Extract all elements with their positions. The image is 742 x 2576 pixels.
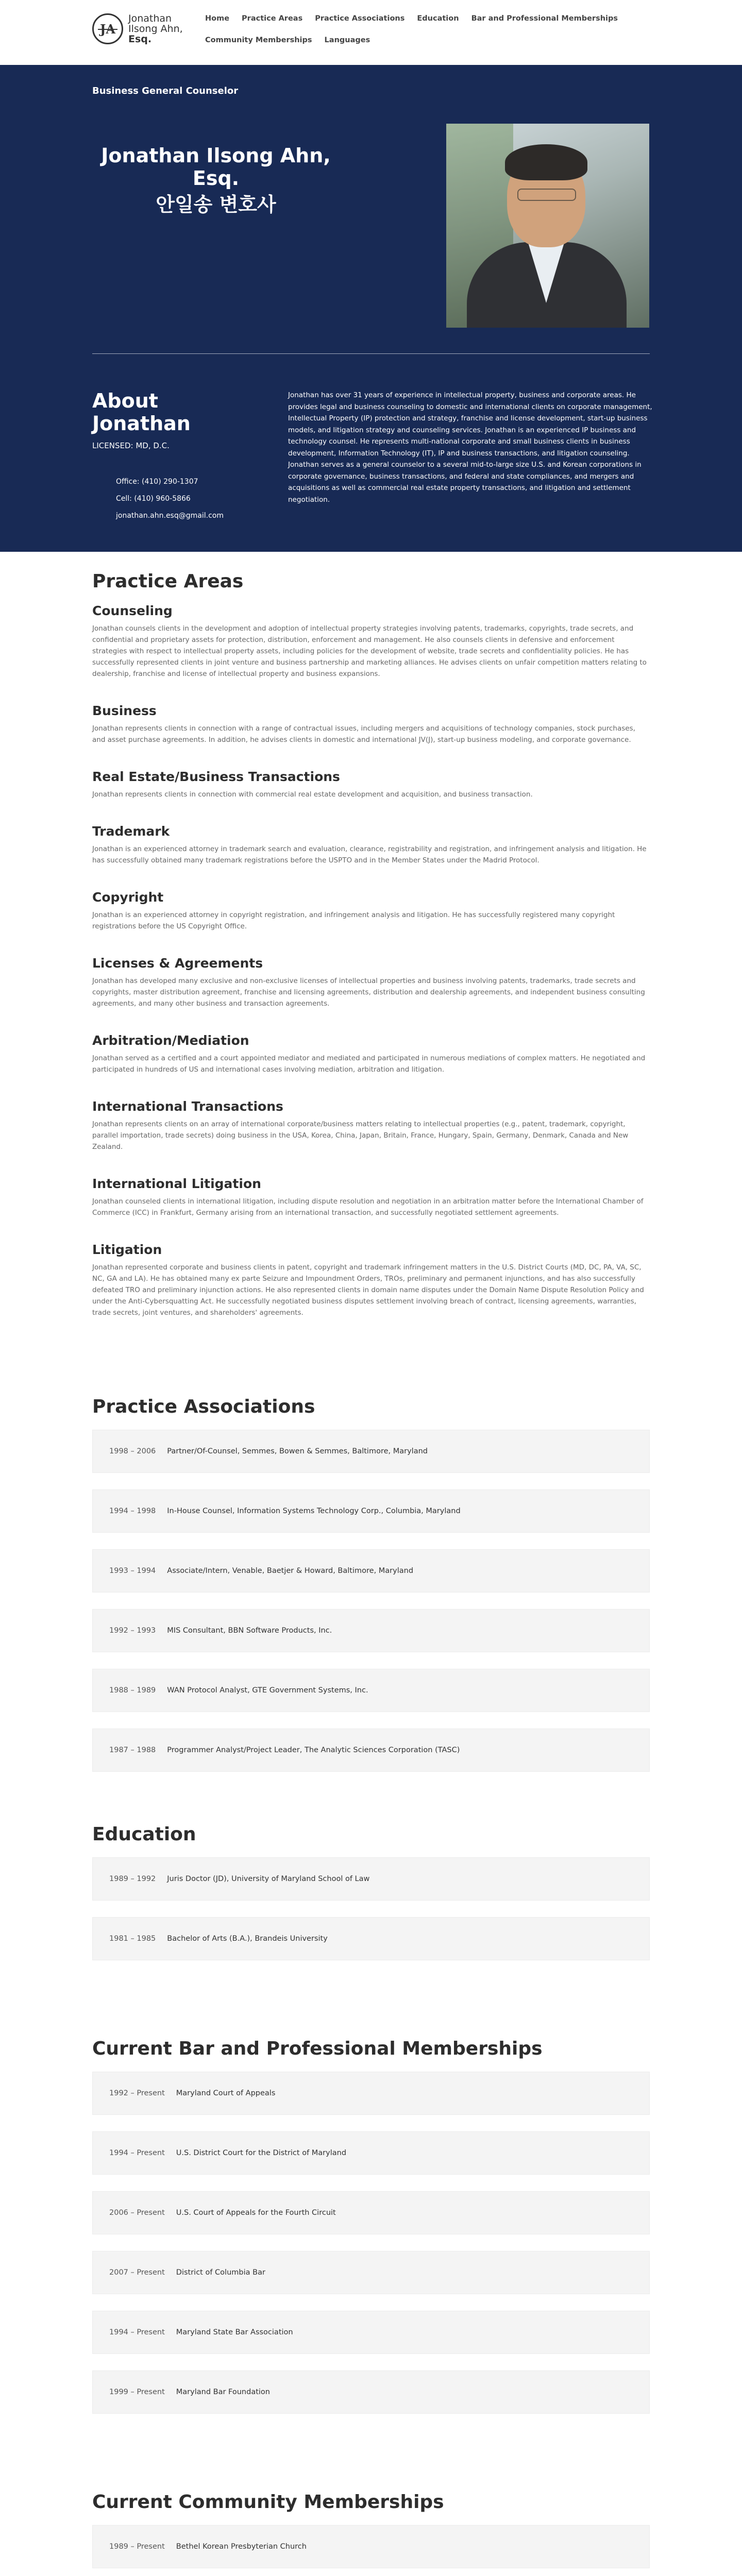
list-item-years: 1993 – 1994 bbox=[109, 1567, 156, 1575]
nav-community-memberships[interactable]: Community Memberships bbox=[205, 36, 312, 44]
practice-area-text: Jonathan represented corporate and business clients in patent, copyright and trademark infringement matters in the U.S. District Courts (MD, DC, PA, VA, SC, NC, GA and LA). He has obtained many ex parte Seizure and Impoundment Orders, TROs, preliminary and permanent injunctions, and has also successfully defeated TRO and preliminary injunction actions. He also represented clients in domain name disputes under the Domain Name Dispute Resolution Policy and under the Anti-Cybersquatting Act. He successfully negotiated business disputes settlement involving breach of contract, licensing agreements, warranties, trade secrets, joint ventures, and shareholders' agreements. bbox=[92, 1263, 644, 1317]
logo-text bbox=[128, 13, 183, 44]
list-item bbox=[92, 1430, 650, 1473]
practice-area-text: Jonathan counseled clients in international litigation, including dispute resolution and negotiation in an arbitration matter before the International Chamber of Commerce (ICC) in Frankfurt, Germany arising from an international transaction, and successfully negotiated settlement agreements. bbox=[92, 1197, 644, 1217]
practice-area-item bbox=[92, 823, 650, 866]
list-item-text: Partner/Of-Counsel, Semmes, Bowen & Semmes, Baltimore, Maryland bbox=[167, 1447, 428, 1455]
contact-info bbox=[116, 473, 224, 524]
site-logo[interactable] bbox=[92, 13, 183, 44]
logo-line-2: Ilsong Ahn, bbox=[128, 23, 183, 35]
practice-areas-section bbox=[92, 552, 650, 1318]
office-phone[interactable]: Office: (410) 290-1307 bbox=[116, 478, 198, 486]
email-link[interactable]: jonathan.ahn.esq@gmail.com bbox=[116, 512, 224, 520]
licensed-text: LICENSED: MD, D.C. bbox=[92, 441, 170, 450]
community-list bbox=[92, 2525, 650, 2576]
list-item-years: 2007 – Present bbox=[109, 2268, 165, 2277]
list-item-text: Maryland Court of Appeals bbox=[176, 2089, 276, 2097]
practice-area-text: Jonathan represents clients in connection with commercial real estate development and acquisition, and business transaction. bbox=[92, 790, 533, 799]
list-item-years: 1989 – 1992 bbox=[109, 1875, 156, 1883]
site-header bbox=[0, 0, 742, 65]
list-item-text: Bethel Korean Presbyterian Church bbox=[176, 2543, 307, 2551]
list-item-years: 2006 – Present bbox=[109, 2209, 165, 2217]
practice-area-text: Jonathan counsels clients in the development and adoption of intellectual property strategies involving patents, trademarks, copyrights, trade secrets, and confidential and proprietary assets for protection, distribution, enforcement and management. He also counsels clients in defensive and enforcement strategies with respect to intellectual property assets, including policies for the development of website, trade secrets and confidentiality policies. He has successfully represented clients in joint venture and business partnership and marketing alliances. He advises clients on unfair competition matters relating to dealership, franchise and license of intellectual property and business expansions. bbox=[92, 624, 647, 678]
practice-area-text: Jonathan has developed many exclusive and non-exclusive licenses of intellectual properties and business involving patents, trademarks, trade secrets and copyrights, master distribution agreement, franchise and licensing agreements, distribution and dealership agreements, and independent business consulting agreements, and many other business and transaction agreements. bbox=[92, 977, 645, 1008]
associations-list bbox=[92, 1430, 650, 1772]
practice-area-title: Business bbox=[92, 703, 157, 718]
list-item-text: Programmer Analyst/Project Leader, The Analytic Sciences Corporation (TASC) bbox=[167, 1746, 460, 1754]
practice-area-title: Trademark bbox=[92, 824, 170, 839]
practice-area-item bbox=[92, 1241, 650, 1318]
portrait-photo bbox=[446, 124, 649, 328]
list-item-text: Maryland Bar Foundation bbox=[176, 2388, 270, 2396]
practice-area-item bbox=[92, 1098, 650, 1153]
list-item bbox=[92, 2311, 650, 2354]
hero-tagline: Business General Counselor bbox=[92, 86, 239, 96]
list-item-years: 1999 – Present bbox=[109, 2388, 165, 2396]
about-title: About Jonathan bbox=[92, 389, 191, 435]
list-item bbox=[92, 2525, 650, 2568]
education-list bbox=[92, 1857, 650, 1960]
practice-area-item bbox=[92, 1175, 650, 1218]
practice-area-item bbox=[92, 1032, 650, 1075]
list-item-text: District of Columbia Bar bbox=[176, 2268, 265, 2277]
practice-area-text: Jonathan represents clients on an array of international corporate/business matters relating to intellectual properties (e.g., patent, trademark, copyright, parallel importation, trade secrets) doing business in the USA, Korea, China, Japan, Britain, France, Hungary, Spain, Germany, Denmark, Canada and New Zealand. bbox=[92, 1120, 629, 1151]
list-item-years: 1994 – Present bbox=[109, 2149, 165, 2157]
logo-line-3: Esq. bbox=[128, 33, 152, 45]
hero-korean-name: 안일송 변호사 bbox=[156, 193, 276, 216]
logo-mark-icon: JA bbox=[92, 13, 123, 44]
practice-area-title: Arbitration/Mediation bbox=[92, 1033, 249, 1048]
practice-area-text: Jonathan is an experienced attorney in copyright registration, and infringement analysis and litigation. He has successfully registered many copyright registrations before the US Copyright Office. bbox=[92, 911, 615, 930]
bar-list bbox=[92, 2072, 650, 2414]
list-item-text: Associate/Intern, Venable, Baetjer & Howard, Baltimore, Maryland bbox=[167, 1567, 414, 1575]
list-item bbox=[92, 1609, 650, 1652]
list-item-text: WAN Protocol Analyst, GTE Government Systems, Inc. bbox=[167, 1686, 368, 1694]
cell-phone[interactable]: Cell: (410) 960-5866 bbox=[116, 495, 191, 503]
practice-area-title: Copyright bbox=[92, 890, 164, 905]
practice-area-item bbox=[92, 602, 650, 680]
list-item-years: 1994 – Present bbox=[109, 2328, 165, 2336]
practice-area-item bbox=[92, 889, 650, 932]
list-item bbox=[92, 1917, 650, 1960]
list-item-years: 1989 – Present bbox=[109, 2543, 165, 2551]
practice-area-item bbox=[92, 955, 650, 1009]
practice-area-title: International Litigation bbox=[92, 1176, 261, 1191]
list-item-text: Bachelor of Arts (B.A.), Brandeis University bbox=[167, 1935, 328, 1943]
list-item-years: 1998 – 2006 bbox=[109, 1447, 156, 1455]
list-item bbox=[92, 2370, 650, 2414]
community-memberships-section bbox=[92, 2414, 650, 2576]
main-nav bbox=[205, 14, 659, 44]
list-item-text: Juris Doctor (JD), University of Maryland School of Law bbox=[167, 1875, 370, 1883]
practice-associations-title: Practice Associations bbox=[92, 1396, 315, 1417]
practice-area-title: Litigation bbox=[92, 1242, 162, 1257]
practice-area-title: Real Estate/Business Transactions bbox=[92, 769, 340, 784]
about-text: Jonathan has over 31 years of experience in intellectual property, business and corporate areas. He provides legal and business counseling to domestic and international clients on corporate management, Intellectual Property (IP) protection and strategy, franchise and license development, start-up business models, and litigation strategy and counseling services. Jonathan is an experienced IP business and technology counsel. He represents multi-national corporate and small business clients in business development, Information Technology (IT), IP and business transactions, and litigation counseling. Jonathan serves as a general counselor to a several mid-to-large size U.S. and Korean corporations in corporate governance, business transactions, and federal and state compliances, and mergers and acquisitions as well as commercial real estate property transactions, and litigation and settlement negotiation. bbox=[288, 391, 652, 504]
hero-divider bbox=[92, 353, 650, 354]
list-item bbox=[92, 2191, 650, 2234]
education-title: Education bbox=[92, 1824, 196, 1845]
list-item bbox=[92, 1549, 650, 1592]
practice-area-item bbox=[92, 702, 650, 745]
practice-area-text: Jonathan represents clients in connection with a range of contractual issues, including mergers and acquisitions of technology companies, stock purchases, and asset purchase agreements. In addition, he advises clients in domestic and international JV(J), start-up business modeling, and corporate governance. bbox=[92, 724, 635, 744]
list-item-text: U.S. Court of Appeals for the Fourth Circuit bbox=[176, 2209, 336, 2217]
list-item-text: In-House Counsel, Information Systems Technology Corp., Columbia, Maryland bbox=[167, 1507, 461, 1515]
list-item bbox=[92, 1669, 650, 1712]
practice-area-item bbox=[92, 768, 650, 800]
practice-associations-section bbox=[92, 1318, 650, 1772]
list-item-text: Maryland State Bar Association bbox=[176, 2328, 293, 2336]
nav-home[interactable]: Home bbox=[205, 14, 230, 23]
hero-name: Jonathan Ilsong Ahn, Esq. bbox=[101, 144, 331, 190]
list-item-text: MIS Consultant, BBN Software Products, Inc. bbox=[167, 1626, 332, 1635]
nav-languages[interactable]: Languages bbox=[324, 36, 370, 44]
list-item-years: 1987 – 1988 bbox=[109, 1746, 156, 1754]
hero-section bbox=[0, 65, 742, 552]
nav-practice-associations[interactable]: Practice Associations bbox=[315, 14, 405, 23]
practice-area-title: International Transactions bbox=[92, 1099, 283, 1114]
list-item-years: 1992 – Present bbox=[109, 2089, 165, 2097]
list-item bbox=[92, 2072, 650, 2115]
list-item-years: 1994 – 1998 bbox=[109, 1507, 156, 1515]
education-section bbox=[92, 1772, 650, 1960]
bar-memberships-section bbox=[92, 1960, 650, 2414]
practice-area-text: Jonathan served as a certified and a court appointed mediator and mediated and participated in numerous mediations of complex matters. He negotiated and participated in hundreds of US and international cases involving mediation, arbitration and litigation. bbox=[92, 1054, 646, 1074]
practice-area-text: Jonathan is an experienced attorney in trademark search and evaluation, clearance, registrability and registration, and infringement analysis and litigation. He has successfully obtained many trademark registrations before the USPTO and in the Member States under the Madrid Protocol. bbox=[92, 845, 647, 865]
bar-memberships-title: Current Bar and Professional Memberships bbox=[92, 2038, 543, 2059]
practice-areas-title: Practice Areas bbox=[92, 571, 244, 592]
list-item bbox=[92, 1728, 650, 1772]
nav-education[interactable]: Education bbox=[417, 14, 459, 23]
nav-practice-areas[interactable]: Practice Areas bbox=[242, 14, 303, 23]
list-item-years: 1988 – 1989 bbox=[109, 1686, 156, 1694]
list-item bbox=[92, 1857, 650, 1901]
list-item bbox=[92, 2131, 650, 2175]
logo-line-1: Jonathan bbox=[128, 13, 172, 24]
list-item bbox=[92, 2251, 650, 2294]
practice-area-title: Licenses & Agreements bbox=[92, 956, 263, 971]
practice-area-title: Counseling bbox=[92, 603, 173, 618]
list-item-years: 1992 – 1993 bbox=[109, 1626, 156, 1635]
community-memberships-title: Current Community Memberships bbox=[92, 2492, 444, 2513]
list-item-years: 1981 – 1985 bbox=[109, 1935, 156, 1943]
list-item-text: U.S. District Court for the District of Maryland bbox=[176, 2149, 347, 2157]
list-item bbox=[92, 1489, 650, 1533]
nav-bar-memberships[interactable]: Bar and Professional Memberships bbox=[471, 14, 618, 23]
